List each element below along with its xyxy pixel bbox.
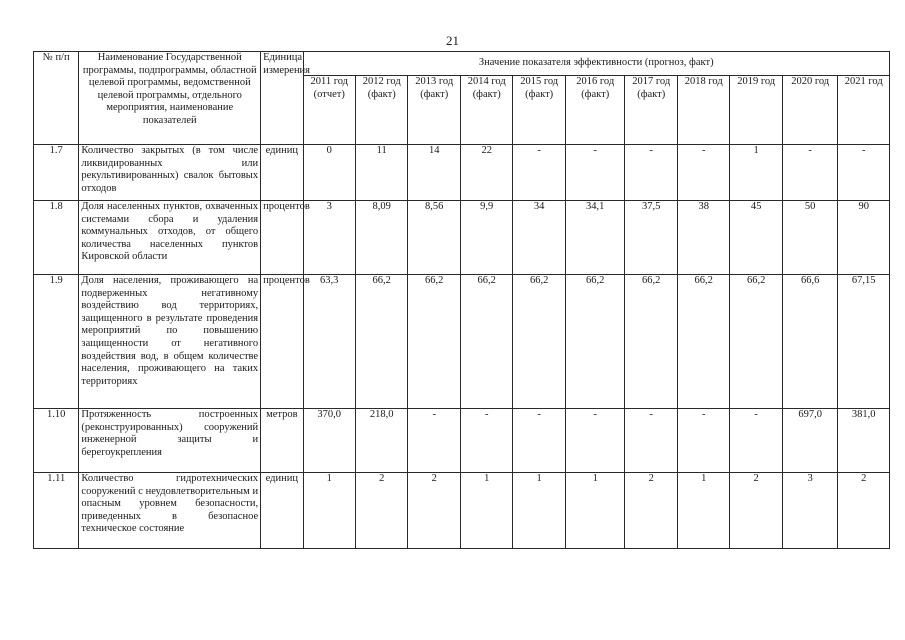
table-row <box>34 473 890 549</box>
row-value: 37,5 <box>625 201 677 275</box>
row-value: 66,6 <box>782 275 838 409</box>
header-year-label: 2019 год <box>737 76 776 87</box>
row-value: 2 <box>838 473 890 549</box>
row-name: Доля населенных пунктов, охваченных системами сбора и удаления коммунальных отходов, от общего количества населенных пунктов Кировской области <box>79 201 261 275</box>
row-value: - <box>782 145 838 201</box>
header-num: № п/п <box>34 52 79 145</box>
row-num: 1.9 <box>34 275 79 409</box>
row-value: - <box>625 409 677 473</box>
header-year-label: 2016 год <box>576 76 615 87</box>
row-value: 66,2 <box>677 275 729 409</box>
header-year-label: 2015 год <box>520 76 559 87</box>
row-value: - <box>677 409 729 473</box>
row-value: 66,2 <box>730 275 782 409</box>
header-year-2 <box>408 76 460 145</box>
header-year-label: 2018 год <box>684 76 723 87</box>
row-value: 34,1 <box>565 201 625 275</box>
row-value: 14 <box>408 145 460 201</box>
row-value: 66,2 <box>565 275 625 409</box>
row-unit: единиц <box>261 473 303 549</box>
header-year-3 <box>460 76 512 145</box>
row-num: 1.10 <box>34 409 79 473</box>
row-name: Доля населения, проживающего на подверженных негативному воздействию вод территориях, защищенного в результате проведения мероприятий по повышению защищенности от негативного воздействия вод, в общем количестве населения, проживающего на таких территориях <box>79 275 261 409</box>
header-year-kind: (факт) <box>525 88 554 100</box>
row-value: - <box>460 409 512 473</box>
row-value: - <box>565 145 625 201</box>
header-year-label: 2012 год <box>362 76 401 87</box>
header-year-9 <box>782 76 838 145</box>
row-unit: единиц <box>261 145 303 201</box>
row-value: - <box>730 409 782 473</box>
header-year-kind: (факт) <box>581 88 610 100</box>
row-value: - <box>625 145 677 201</box>
row-value: 66,2 <box>355 275 407 409</box>
row-value: 2 <box>730 473 782 549</box>
row-value: - <box>408 409 460 473</box>
header-year-6 <box>625 76 677 145</box>
row-value: 3 <box>303 201 355 275</box>
row-name: Количество закрытых (в том числе ликвидированных или рекультивированных) свалок бытовых отходов <box>79 145 261 201</box>
row-value: - <box>513 409 565 473</box>
header-name: Наименование Государственной программы, подпрограммы, областной целевой программы, ведомственной целевой программы, отдельного мероприятия, наименование показателей <box>79 52 261 145</box>
row-value: 381,0 <box>838 409 890 473</box>
page-number: 21 <box>446 33 459 48</box>
header-year-label: 2017 год <box>632 76 671 87</box>
row-value: 66,2 <box>513 275 565 409</box>
row-value: - <box>565 409 625 473</box>
table-row <box>34 201 890 275</box>
table-row <box>34 145 890 201</box>
row-value: 1 <box>677 473 729 549</box>
row-num: 1.7 <box>34 145 79 201</box>
row-value: 0 <box>303 145 355 201</box>
row-value: 1 <box>303 473 355 549</box>
row-value: 1 <box>565 473 625 549</box>
header-year-10 <box>838 76 890 145</box>
header-year-kind: (факт) <box>472 88 501 100</box>
row-value: 2 <box>625 473 677 549</box>
row-value: 34 <box>513 201 565 275</box>
row-unit: процентов <box>261 275 303 409</box>
row-value: 66,2 <box>408 275 460 409</box>
row-num: 1.11 <box>34 473 79 549</box>
row-value: 697,0 <box>782 409 838 473</box>
header-year-7 <box>677 76 729 145</box>
row-value: 1 <box>460 473 512 549</box>
header-year-label: 2014 год <box>467 76 506 87</box>
row-value: 2 <box>355 473 407 549</box>
indicators-table <box>33 51 890 549</box>
row-value: 63,3 <box>303 275 355 409</box>
row-value: 45 <box>730 201 782 275</box>
row-value: 22 <box>460 145 512 201</box>
row-value: 1 <box>513 473 565 549</box>
row-value: 66,2 <box>460 275 512 409</box>
row-num: 1.8 <box>34 201 79 275</box>
row-value: - <box>677 145 729 201</box>
header-year-label: 2013 год <box>415 76 454 87</box>
row-name: Количество гидротехнических сооружений с неудовлетворительным и опасным уровнем безопасности, приведенных в безопасное техническое состояние <box>79 473 261 549</box>
row-value: 3 <box>782 473 838 549</box>
header-year-label: 2011 год <box>310 76 349 87</box>
header-year-kind: (факт) <box>420 88 449 100</box>
row-value: 8,56 <box>408 201 460 275</box>
header-year-5 <box>565 76 625 145</box>
header-group: Значение показателя эффективности (прогноз, факт) <box>303 52 890 76</box>
row-value: - <box>838 145 890 201</box>
header-year-kind: (факт) <box>637 88 666 100</box>
header-year-4 <box>513 76 565 145</box>
row-value: 11 <box>355 145 407 201</box>
table-row <box>34 275 890 409</box>
header-year-0 <box>303 76 355 145</box>
header-year-kind: (отчет) <box>313 88 345 100</box>
header-year-kind: (факт) <box>367 88 396 100</box>
row-value: 50 <box>782 201 838 275</box>
row-value: 370,0 <box>303 409 355 473</box>
header-year-8 <box>730 76 782 145</box>
row-value: 1 <box>730 145 782 201</box>
row-value: 38 <box>677 201 729 275</box>
row-value: 218,0 <box>355 409 407 473</box>
header-year-1 <box>355 76 407 145</box>
header-year-label: 2020 год <box>791 76 830 87</box>
header-unit: Единица измерения <box>261 52 303 145</box>
row-value: 8,09 <box>355 201 407 275</box>
row-name: Протяженность построенных (реконструированных) сооружений инженерной защиты и берегоукрепления <box>79 409 261 473</box>
row-unit: метров <box>261 409 303 473</box>
row-unit: процентов <box>261 201 303 275</box>
row-value: 66,2 <box>625 275 677 409</box>
row-value: 67,15 <box>838 275 890 409</box>
header-year-label: 2021 год <box>844 76 883 87</box>
row-value: 90 <box>838 201 890 275</box>
row-value: 2 <box>408 473 460 549</box>
row-value: - <box>513 145 565 201</box>
table-row <box>34 409 890 473</box>
row-value: 9,9 <box>460 201 512 275</box>
